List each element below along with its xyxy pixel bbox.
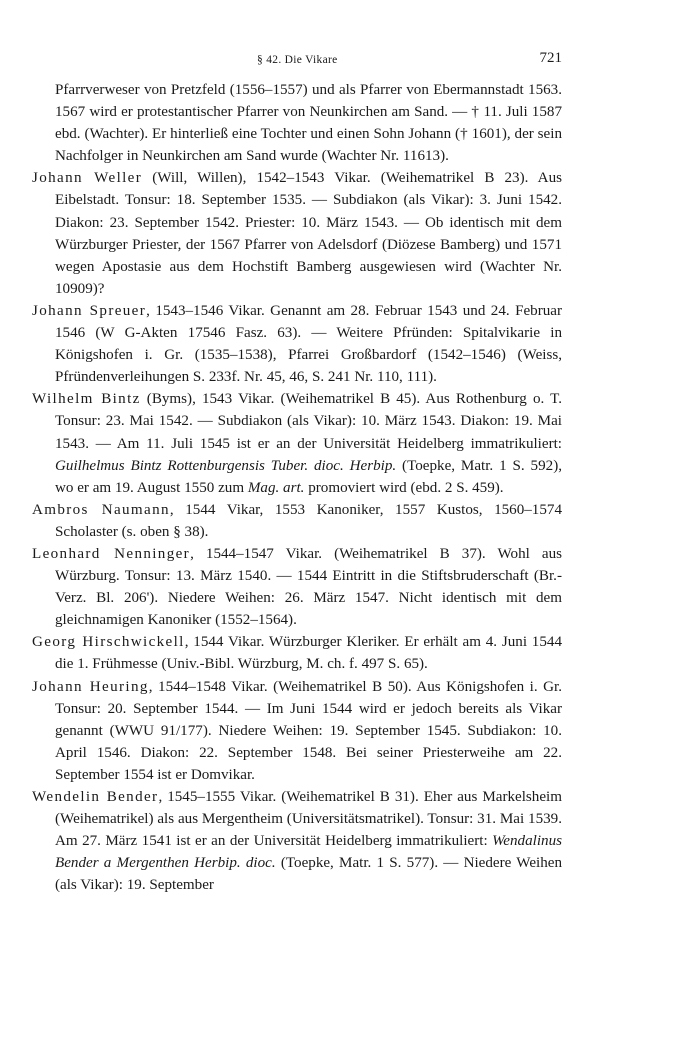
entry-text: , 1543–1546 Vikar. Genannt am 28. Februar 1543 und 24. Februar 1546 (W G-Akten 17546 Fasz. 63). — Weitere Pfründen: Spitalvikarie in Königshofen i. Gr. (1535–1538), Pfarrei Großbardorf (1542–1546) (Weiss, Pfründenverleihungen S. 233f. Nr. 45, 46, S. 241 Nr. 110, 111). [55,302,563,386]
vicar-entry [32,300,562,388]
entry-text: , 1544 Vikar. Würzburger Kleriker. Er erhält am 4. Juni 1544 die 1. Frühmesse (Univ.-Bibl. Würzburg, M. ch. f. 497 S. 65). [55,634,562,673]
entry-text: , 1544–1547 Vikar. (Weihematrikel B 37). Wohl aus Würzburg. Tonsur: 13. März 1540. — 1544 Eintritt in die Stiftsbruderschaft (Br.-Verz. Bl. 206'). Niedere Weihen: 26. März 1547. Nicht identisch mit dem gleichnamigen Kanoniker (1552–1564). [55,545,562,629]
vicar-entry [32,676,562,786]
entry-text: (Will, Willen), 1542–1543 Vikar. (Weihematrikel B 23). Aus Eibelstadt. Tonsur: 18. September 1535. — Subdiakon (als Vikar): 3. Juni 1542. Diakon: 23. September 1542. Priester: 10. März 1543. — Ob identisch mit dem Würzburger Priester, der 1567 Pfarrer von Adelsdorf (Diözese Bamberg) und 1571 wegen Apostasie aus dem Hochstift Bamberg ausgewiesen wird (Wachter Nr. 10909)? [55,170,563,297]
continuation-paragraph: Pfarrverweser von Pretzfeld (1556–1557) und als Pfarrer von Ebermannstadt 1563. 1567 wird er protestantischer Pfarrer von Neunkirchen am Sand. — † 11. Juli 1587 ebd. (Wachter). Er hinterließ eine Tochter und einen Sohn Johann († 1601), der sein Nachfolger in Neunkirchen am Sand wurde (Wachter Nr. 11613). [55,82,562,165]
entry-text: (Toepke, Matr. 1 S. 592), wo er am 19. August 1550 zum [55,457,562,496]
entry-text: , 1544 Vikar, 1553 Kanoniker, 1557 Kustos, 1560–1574 Scholaster (s. oben § 38). [55,501,562,540]
vicar-name: Leonhard Nenninger [32,545,191,562]
vicar-entry [32,786,562,896]
page-header [32,48,562,70]
vicar-name: Georg Hirschwickell [32,634,185,651]
latin-quote: Mag. art. [247,479,305,496]
page-body [32,79,562,896]
page-number: 721 [539,50,562,66]
latin-quote: Wendalinus Bender a Mergenthen Herbip. dioc. [55,833,562,872]
vicar-name: Johann Heuring [32,678,149,695]
vicar-entry [32,388,562,498]
entry-text: , 1545–1555 Vikar. (Weihematrikel B 31). Eher aus Markelsheim (Weihematrikel) als aus Mergentheim (Universitätsmatrikel). Tonsur: 31. Mai 1539. Am 27. März 1541 ist er an der Universität Heidelberg immatrikuliert: [55,789,562,850]
vicar-entry [32,631,562,675]
vicar-name: Johann Spreuer [32,302,147,319]
vicar-entry [32,167,562,300]
entry-text: (Byms), 1543 Vikar. (Weihematrikel B 45). Aus Rothenburg o. T. Tonsur: 23. Mai 1542. — Subdiakon (als Vikar): 10. März 1543. Diakon: 19. Mai 1543. — Am 11. Juli 1545 ist er an der Universität Heidelberg immatrikuliert: [55,391,562,452]
entry-text: (Toepke, Matr. 1 S. 577). — Niedere Weihen (als Vikar): 19. September [55,855,563,894]
vicar-entry [32,499,562,543]
latin-quote: Guilhelmus Bintz Rottenburgensis Tuber. dioc. Herbip. [55,457,397,474]
section-title: § 42. Die Vikare [257,54,338,66]
vicar-entry-list [32,167,562,896]
entry-text: promoviert wird (ebd. 2 S. 459). [304,479,504,496]
vicar-name: Wilhelm Bintz [32,391,141,408]
entry-text: , 1544–1548 Vikar. (Weihematrikel B 50). Aus Königshofen i. Gr. Tonsur: 20. September 1544. — Im Juni 1544 wird er jedoch bereits als Vikar genannt (WWU 91/177). Niedere Weihen: 19. September 1545. Subdiakon: 10. April 1546. Diakon: 22. September 1548. Bei seiner Priesterweihe am 22. September 1554 ist er Domvikar. [55,678,562,783]
vicar-name: Ambros Naumann [32,501,170,518]
vicar-entry [32,543,562,631]
vicar-name: Wendelin Bender [32,789,159,805]
vicar-name: Johann Weller [32,170,143,187]
